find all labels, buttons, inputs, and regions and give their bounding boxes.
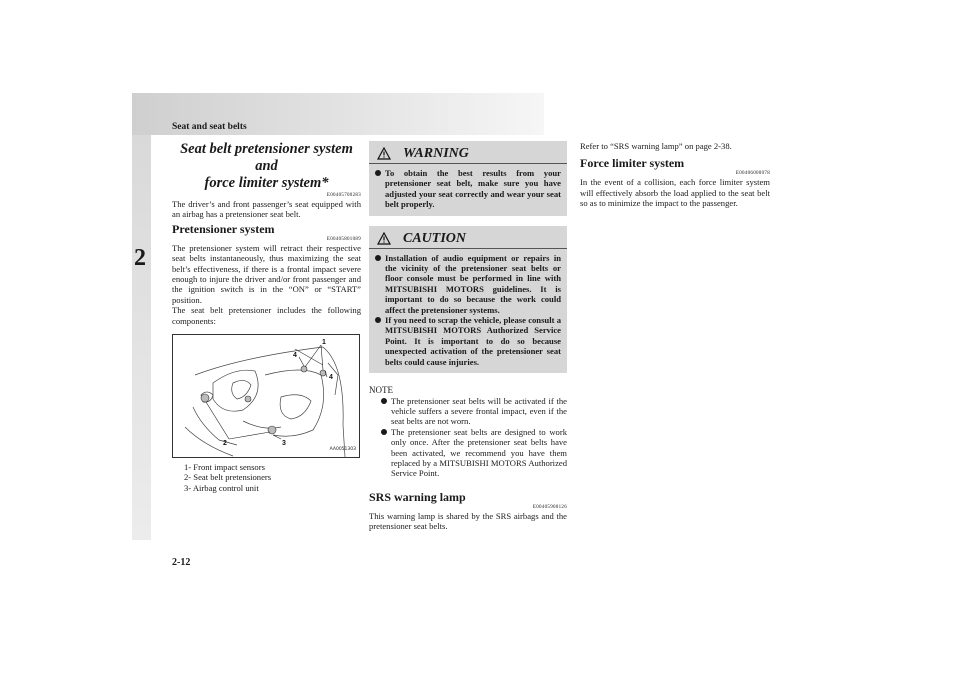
note-list [381,396,567,479]
callout-4a: 4 [293,352,297,360]
caution-item [375,315,561,367]
force-limiter-paragraph: In the event of a collision, each force limiter system will effectively absorb the load applied to the seat belt so as to minimize the impact to the passenger. [580,177,770,209]
srs-heading: SRS warning lamp [369,489,466,504]
caution-item-text: Installation of audio equipment or repairs in the vicinity of the pretensioner seat belts or floor console must be performed in line with MITSUBISHI MOTORS guidelines. It is important to do so because the work could affect the pretensioner systems. [385,252,561,315]
intro-paragraph: The driver’s and front passenger’s seat equipped with an airbag has a pretensioner seat belt. [172,199,361,220]
legend-item: 2- Seat belt pretensioners [184,472,272,483]
pretensioner-code: E00405801089 [326,236,361,242]
force-limiter-heading: Force limiter system [580,156,685,171]
callout-4b: 4 [329,374,333,382]
chapter-tab [132,135,151,540]
figure-legend [184,462,361,493]
caution-box [369,226,567,373]
note-label: NOTE [369,385,393,396]
callout-3: 3 [282,440,286,448]
note-item [381,396,567,427]
warning-item-text: To obtain the best results from your pretensioner seat belt, make sure you have adjusted your seat correctly and wear your seat belt properly. [385,168,561,210]
force-limiter-code: E00406000078 [735,171,770,177]
caution-title [369,230,567,249]
note-item-text: The pretensioner seat belts will be activated if the vehicle suffers a severe frontal impact, even if the seat belts are not worn. [391,395,567,427]
callout-2: 2 [223,440,227,448]
note-item-text: The pretensioner seat belts are designed to work only once. After the pretensioner seat belts have been activated, we recommend you have them replaced by a MITSUBISHI MOTORS Authorized Service Point. [391,426,567,479]
components-figure [172,334,360,458]
bullet-icon [375,317,381,323]
legend-item: 3- Airbag control unit [184,482,259,493]
warning-item [375,168,561,210]
chapter-number: 2 [134,245,146,271]
column-left [172,141,361,493]
bullet-icon [381,398,387,404]
section-title-line-2: force limiter system* [204,175,329,191]
pretensioner-paragraph-2: The seat belt pretensioner includes the following components: [172,305,361,326]
car-interior-illustration [173,335,359,457]
callout-1: 1 [322,339,326,347]
warning-triangle-icon [377,147,391,160]
caution-item [375,253,561,315]
note-item [381,427,567,479]
legend-item: 1- Front impact sensors [184,462,265,473]
caution-title-text: CAUTION [403,230,467,246]
figure-code: AA0051303 [329,446,356,452]
column-right [580,141,770,209]
page-header-title: Seat and seat belts [172,122,247,132]
srs-code: E00405900126 [532,504,567,510]
section-title [172,141,361,192]
page-number: 2-12 [172,557,191,568]
warning-title [369,145,567,164]
bullet-icon [381,429,387,435]
section-code: E00405700283 [326,193,361,198]
pretensioner-heading: Pretensioner system [172,221,275,236]
warning-title-text: WARNING [403,146,469,161]
section-title-line-1: Seat belt pretensioner system and [180,141,353,174]
bullet-icon [375,255,381,261]
bullet-icon [375,170,381,176]
caution-triangle-icon [377,232,391,245]
column-middle [369,141,567,532]
refer-paragraph: Refer to “SRS warning lamp” on page 2-38. [580,141,732,151]
caution-item-text: If you need to scrap the vehicle, please consult a MITSUBISHI MOTORS Authorized Service Point. It is important to do so because unexpected activation of the pretensioner seat belts could cause injuries. [385,315,561,367]
pretensioner-paragraph-1: The pretensioner system will retract their respective seat belts instantaneously, thus maximizing the seat belt’s effectiveness, if there is a frontal impact severe enough to injure the driver and/or front passenger and the ignition switch is in the “ON” or “START” position. [172,242,361,305]
srs-paragraph: This warning lamp is shared by the SRS airbags and the pretensioner seat belts. [369,510,567,532]
warning-box [369,141,567,216]
